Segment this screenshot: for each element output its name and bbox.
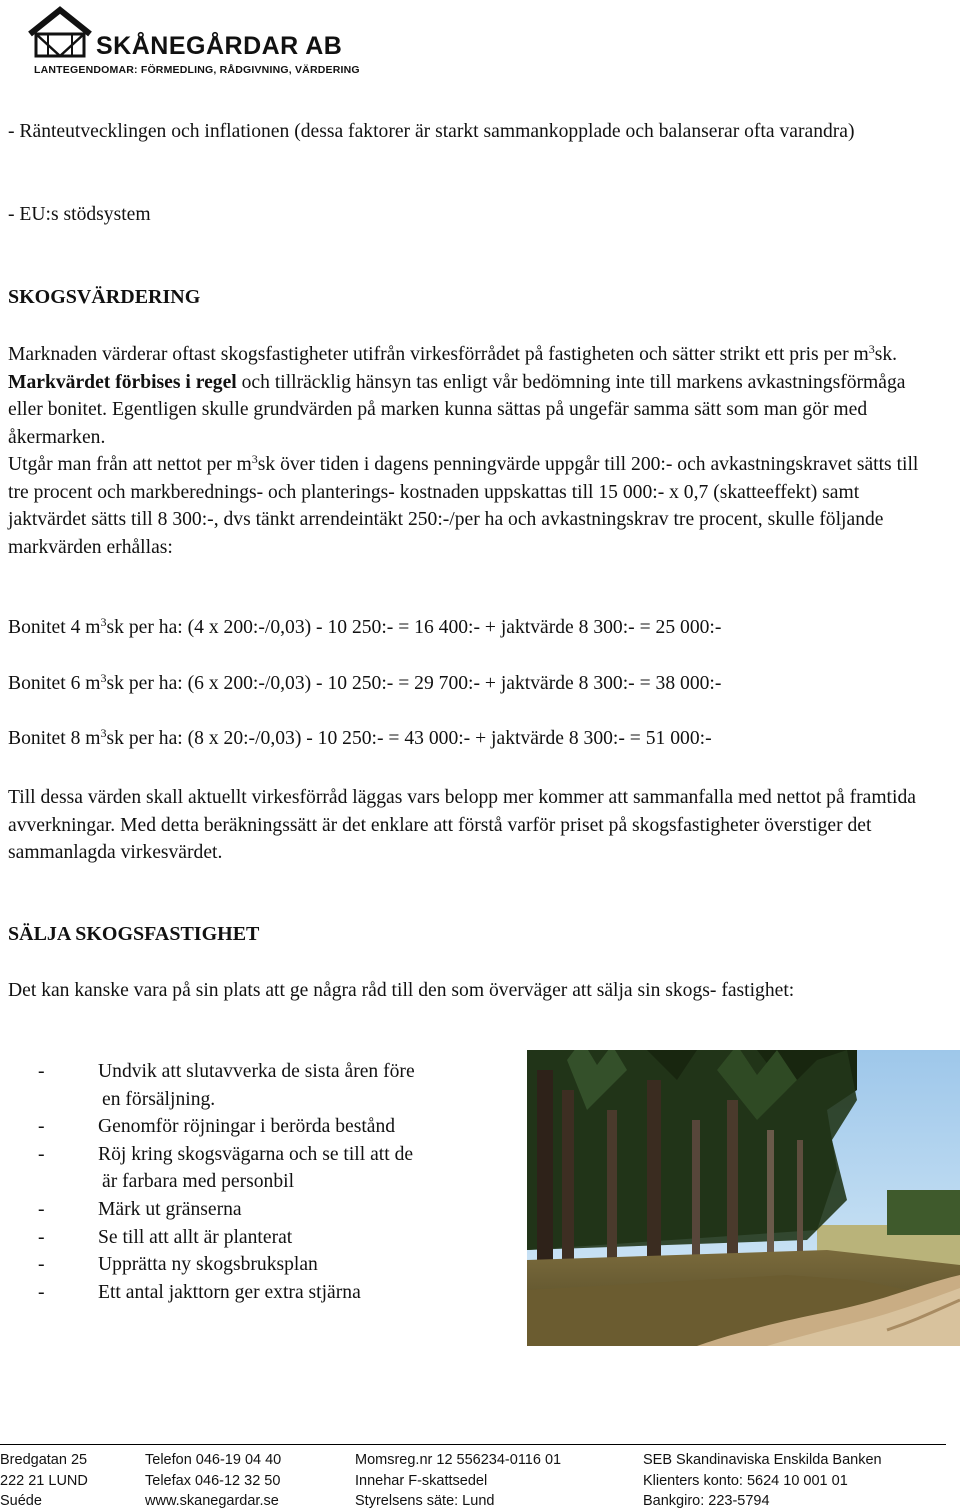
list-dash: -: [38, 1061, 45, 1082]
paragraph-assumptions: [8, 451, 938, 561]
p2-text-b: sk över tiden i dagens penningvärde uppgår till 200:- och avkastningskravet sätts till tre procent och markberednings- och planterings- kostnaden uppskattas till 15 000:- x 0,7 (skatteeffekt) samt jaktvärdet sätts till 8 300:-, dvs tänkt arrendeintäkt 250:-/per ha och avkastningskrav tre procent, skulle följande markvärden erhållas:: [8, 454, 919, 558]
heading-skogsvardering: SKOGSVÄRDERING: [8, 286, 201, 308]
list-item-text: Undvik att slutavverka de sista åren före: [98, 1061, 415, 1082]
p1-text-b: sk.: [874, 344, 898, 365]
company-logo: [22, 4, 362, 76]
calc-sup: 3: [100, 615, 107, 629]
list-dash: -: [38, 1281, 45, 1303]
calc-bonitet-8: [8, 728, 712, 750]
list-item: [36, 1113, 516, 1141]
calc-post: sk per ha: (6 x 200:-/0,03) - 10 250:- = 29 700:- + jaktvärde 8 300:- = 38 000:-: [106, 673, 722, 694]
list-item-text: Röj kring skogsvägarna och se till att de: [98, 1143, 414, 1165]
p2-text-a: Utgår man från att nettot per m: [8, 454, 252, 475]
list-dash: -: [38, 1143, 45, 1165]
calc-sup: 3: [100, 726, 107, 740]
p1-bold-statement: Markvärdet förbises i regel: [8, 371, 237, 393]
footer-website-link[interactable]: www.skanegardar.se: [145, 1493, 279, 1509]
list-dash: -: [38, 1226, 45, 1248]
list-item-text: Märk ut gränserna: [98, 1198, 242, 1220]
list-dash: -: [38, 1254, 45, 1276]
paragraph-conclusion: Till dessa värden skall aktuellt virkesförråd läggas vars belopp mer kommer att sammanfalla med nettot på framtida avverkningar. Med detta beräkningssätt är det enklare att förstå varför priset på skogsfastigheter överstiger det sammanlagda virkesvärdet.: [8, 787, 916, 863]
p1-text-c: och tillräcklig hänsyn tas enligt vår bedömning inte till markens avkastningsförmåga eller bonitet.: [8, 371, 906, 420]
list-item: [36, 1058, 516, 1113]
calc-pre: Bonitet 8 m: [8, 728, 101, 749]
intro-item-interest: - Ränteutvecklingen och inflationen (dessa faktorer är starkt sammankopplade och balanserar ofta varandra): [8, 121, 855, 142]
company-name: SKÅNEGÅRDAR AB: [96, 32, 343, 60]
p1-superscript: 3: [868, 342, 875, 356]
calc-bonitet-4: [8, 617, 721, 639]
footer-bankgiro: Bankgiro: 223-5794: [643, 1493, 770, 1509]
footer-bank-name: SEB Skandinaviska Enskilda Banken: [643, 1452, 882, 1468]
list-item: [36, 1251, 516, 1279]
footer-address: [0, 1450, 88, 1512]
footer-tax-status: Innehar F-skattsedel: [355, 1472, 488, 1489]
list-item-continuation: en försäljning.: [102, 1088, 216, 1110]
company-tagline: LANTEGENDOMAR: FÖRMEDLING, RÅDGIVNING, VÄRDERING: [34, 64, 360, 76]
calc-post: sk per ha: (8 x 20:-/0,03) - 10 250:- = 43 000:- + jaktvärde 8 300:- = 51 000:-: [106, 728, 712, 749]
list-dash: -: [38, 1198, 45, 1220]
list-item-continuation: är farbara med personbil: [102, 1171, 295, 1193]
list-item-text: Upprätta ny skogsbruksplan: [98, 1254, 318, 1276]
paragraph-market-valuation: [8, 341, 938, 451]
p1-text-d: Egentligen skulle grundvärden på marken kunna sättas på ungefär samma sätt som man gör med åkermarken.: [8, 399, 868, 448]
list-item: [36, 1224, 516, 1252]
heading-salja-skogsfastighet: SÄLJA SKOGSFASTIGHET: [8, 923, 260, 945]
footer-postal-city: 222 21 LUND: [0, 1472, 88, 1489]
p1-text-a: Marknaden värderar oftast skogsfastigheter utifrån virkesförrådet på fastigheten och sätter strikt ett pris per m: [8, 344, 869, 365]
footer-client-account: Klienters konto: 5624 10 001 01: [643, 1472, 848, 1489]
list-item-text: Se till att allt är planterat: [98, 1226, 293, 1248]
calc-post: sk per ha: (4 x 200:-/0,03) - 10 250:- = 16 400:- + jaktvärde 8 300:- = 25 000:-: [106, 617, 722, 638]
footer-bank: [643, 1450, 882, 1512]
paragraph-advice-intro: Det kan kanske vara på sin plats att ge några råd till den som överväger att sälja sin skogs- fastighet:: [8, 980, 795, 1001]
footer-vat-number: Momsreg.nr 12 556234-0116 01: [355, 1452, 562, 1468]
footer-locality: Suéde: [0, 1493, 42, 1509]
list-item: [36, 1141, 516, 1196]
intro-item-eu-support: - EU:s stödsystem: [8, 204, 151, 225]
advice-list: [36, 1058, 516, 1306]
list-item: [36, 1196, 516, 1224]
list-dash: -: [38, 1116, 45, 1138]
calc-sup: 3: [100, 671, 107, 685]
calc-pre: Bonitet 4 m: [8, 617, 101, 638]
footer-fax: Telefax 046-12 32 50: [145, 1472, 281, 1489]
footer-phone: Telefon 046-19 04 40: [145, 1452, 282, 1468]
footer-registration: [355, 1450, 561, 1512]
forest-road-photo: [527, 1050, 960, 1346]
p2-superscript: 3: [251, 452, 258, 466]
list-item-text: Ett antal jakttorn ger extra stjärna: [98, 1281, 361, 1303]
list-item: [36, 1279, 516, 1307]
footer-street: Bredgatan 25: [0, 1452, 88, 1468]
barn-logo-icon: [22, 4, 102, 64]
footer-divider: [0, 1444, 946, 1445]
footer-board-seat: Styrelsens säte: Lund: [355, 1493, 495, 1509]
list-item-text: Genomför röjningar i berörda bestånd: [98, 1116, 396, 1138]
calc-bonitet-6: [8, 673, 721, 695]
footer-contact: [145, 1450, 281, 1512]
calc-pre: Bonitet 6 m: [8, 673, 101, 694]
